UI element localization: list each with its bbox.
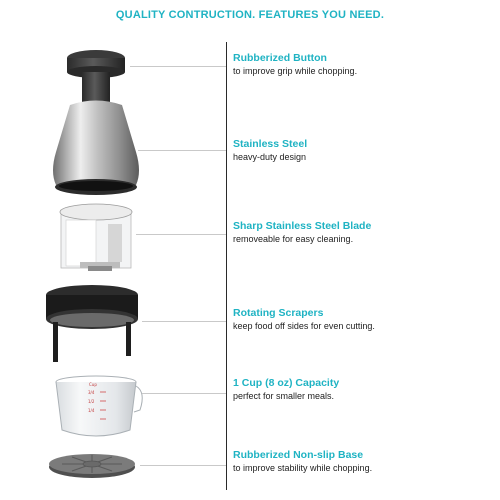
feature-description: removeable for easy cleaning. <box>233 234 354 244</box>
feature-title: Rubberized Button <box>233 52 327 64</box>
feature-description: heavy-duty design <box>233 152 307 162</box>
page-title: QUALITY CONTRUCTION. FEATURES YOU NEED. <box>115 9 385 21</box>
leader-line <box>140 465 226 466</box>
scraper-lid-icon <box>46 285 138 362</box>
steel-housing-icon <box>53 101 139 196</box>
leader-line <box>142 393 226 394</box>
feature-description: keep food off sides for even cutting. <box>233 321 375 331</box>
leader-line <box>142 321 226 322</box>
cup-marking: 3/4 <box>88 390 95 395</box>
feature-title: Rotating Scrapers <box>233 307 324 319</box>
feature-description: to improve stability while chopping. <box>233 463 373 473</box>
feature-capacity <box>233 377 495 403</box>
feature-rotating-scrapers <box>233 307 495 333</box>
leader-line <box>138 150 226 151</box>
feature-rubberized-button <box>233 52 495 78</box>
feature-title: Rubberized Non-slip Base <box>233 449 364 461</box>
vertical-divider <box>226 42 227 490</box>
feature-blade <box>233 220 495 246</box>
cup-marking: Cup <box>89 382 97 387</box>
feature-title: 1 Cup (8 oz) Capacity <box>233 377 340 389</box>
feature-title: Stainless Steel <box>233 138 308 150</box>
base-icon <box>49 454 135 478</box>
cup-marking: 1/4 <box>88 408 95 413</box>
product-exploded-view <box>0 0 226 500</box>
feature-description: perfect for smaller meals. <box>233 391 335 401</box>
leader-line <box>136 234 226 235</box>
feature-non-slip-base <box>233 449 495 475</box>
feature-stainless-steel <box>233 138 495 164</box>
rubber-button-icon <box>67 50 125 108</box>
feature-title: Sharp Stainless Steel Blade <box>233 220 372 232</box>
measuring-cup-icon <box>56 376 142 436</box>
leader-line <box>130 66 226 67</box>
cup-marking: 1/2 <box>88 399 95 404</box>
feature-description: to improve grip while chopping. <box>233 66 358 76</box>
blade-assembly-icon <box>60 204 132 271</box>
